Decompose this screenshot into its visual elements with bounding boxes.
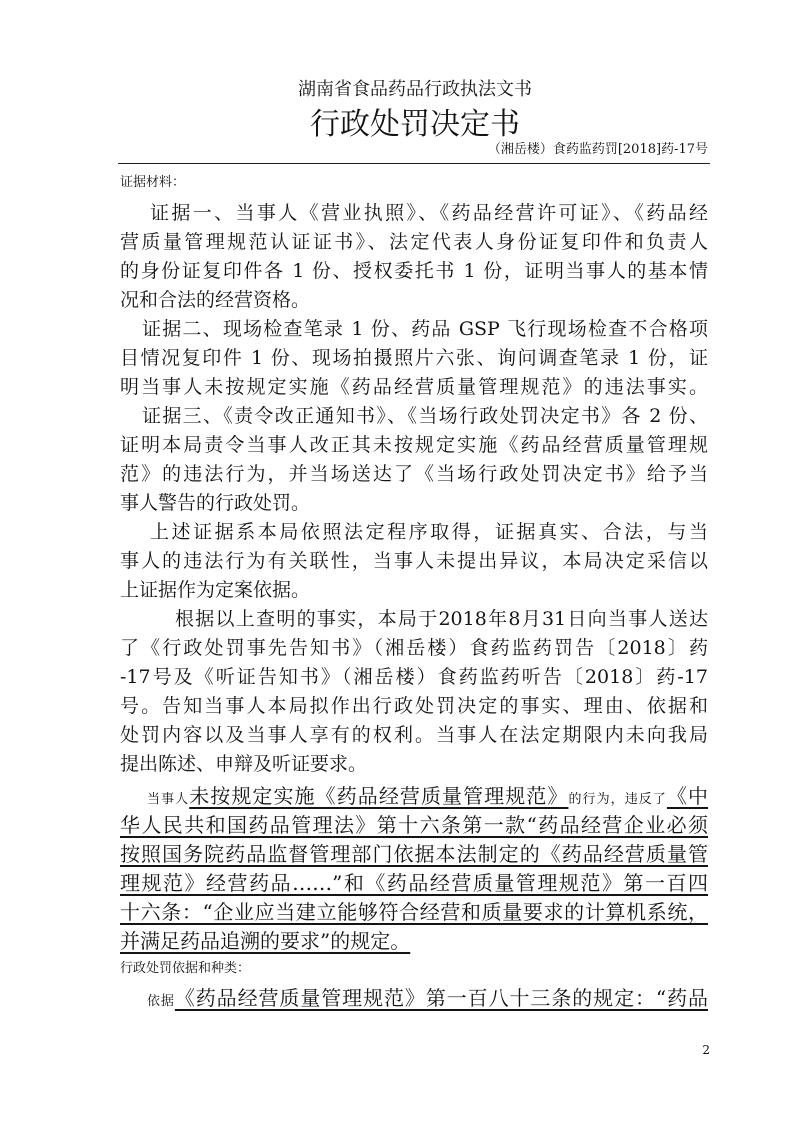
evidence-1-line-4: 况和合法的经营资格。 xyxy=(120,289,311,311)
document-number: （湘岳楼）食药监药罚[2018]药-17号 xyxy=(487,142,708,157)
evidence-summary-line-3: 上证据作为定案依据。 xyxy=(120,579,311,601)
evidence-3-line-4: 事人警告的行政处罚。 xyxy=(120,492,311,514)
notice-line-5: 处罚内容以及当事人享有的权利。当事人在法定期限内未向我局 xyxy=(120,724,708,746)
notice-line-3: -17号及《听证告知书》（湘岳楼）食药监药听告〔2018〕药-17 xyxy=(120,666,708,688)
penalty-basis-prefix: 依据 xyxy=(147,994,175,1009)
violation-line-1 xyxy=(147,781,708,811)
violation-law-text: 按照国务院药品监督管理部门依据本法制定的《药品经营质量管 xyxy=(120,842,708,866)
penalty-basis-line-1 xyxy=(147,983,708,1013)
violation-line-2 xyxy=(120,810,708,840)
evidence-3-line-2: 证明本局责令当事人改正其未按规定实施《药品经营质量管理规 xyxy=(120,434,708,456)
evidence-3-line-1: 证据三、《责令改正通知书》、《当场行政处罚决定书》各 2 份、 xyxy=(142,405,708,427)
evidence-1-line-3: 的身份证复印件各 1 份、授权委托书 1 份，证明当事人的基本情 xyxy=(120,260,708,282)
document-type-heading: 湖南省食品药品行政执法文书 xyxy=(298,79,532,100)
evidence-2-line-3: 明当事人未按规定实施《药品经营质量管理规范》的违法事实。 xyxy=(120,376,708,398)
violation-law-start: 《中 xyxy=(666,784,709,808)
penalty-basis-text: 《药品经营质量管理规范》第一百八十三条的规定：“药品 xyxy=(174,986,708,1010)
evidence-2-line-1: 证据二、现场检查笔录 1 份、药品 GSP 飞行现场检查不合格项 xyxy=(142,318,708,340)
notice-line-2: 了《行政处罚事先告知书》（湘岳楼）食药监药罚告〔2018〕药 xyxy=(120,637,708,659)
violation-law-text: 理规范》经营药品……”和《药品经营质量管理规范》第一百四 xyxy=(120,871,708,895)
evidence-2-line-2: 目情况复印件 1 份、现场拍摄照片六张、询问调查笔录 1 份，证 xyxy=(120,347,708,369)
evidence-1-line-1: 证据一、当事人《营业执照》、《药品经营许可证》、《药品经 xyxy=(150,202,708,224)
penalty-basis-heading: 行政处罚依据和种类： xyxy=(120,961,251,976)
violation-line-3 xyxy=(120,839,708,869)
page-number: 2 xyxy=(702,1043,710,1057)
violation-connector: 的行为，违反了 xyxy=(568,792,667,807)
evidence-summary-line-1: 上述证据系本局依照法定程序取得，证据真实、合法，与当 xyxy=(150,521,708,543)
document-title: 行政处罚决定书 xyxy=(310,107,520,142)
violation-line-6 xyxy=(120,926,708,956)
violation-line-4 xyxy=(120,868,708,898)
violation-law-text: 十六条：“企业应当建立能够符合经营和质量要求的计算机系统， xyxy=(120,900,708,924)
evidence-3-line-3: 范》的违法行为，并当场送达了《当场行政处罚决定书》给予当 xyxy=(120,463,708,485)
header-divider xyxy=(118,163,710,164)
violation-law-text: 并满足药品追溯的要求”的规定。 xyxy=(120,929,411,953)
violation-act: 未按规定实施《药品经营质量管理规范》 xyxy=(189,784,569,808)
evidence-summary-line-2: 事人的违法行为有关联性，当事人未提出异议，本局决定采信以 xyxy=(120,550,708,572)
evidence-heading: 证据材料： xyxy=(120,175,186,190)
evidence-1-line-2: 营质量管理规范认证证书》、法定代表人身份证复印件和负责人 xyxy=(120,231,708,253)
violation-subject: 当事人 xyxy=(147,792,190,807)
violation-line-5 xyxy=(120,897,708,927)
notice-line-6: 提出陈述、申辩及听证要求。 xyxy=(120,753,368,775)
violation-law-text: 华人民共和国药品管理法》第十六条第一款“药品经营企业必须 xyxy=(120,813,708,837)
notice-line-4: 号。告知当事人本局拟作出行政处罚决定的事实、理由、依据和 xyxy=(120,695,708,717)
notice-line-1: 根据以上查明的事实，本局于2018年8月31日向当事人送达 xyxy=(175,608,708,630)
